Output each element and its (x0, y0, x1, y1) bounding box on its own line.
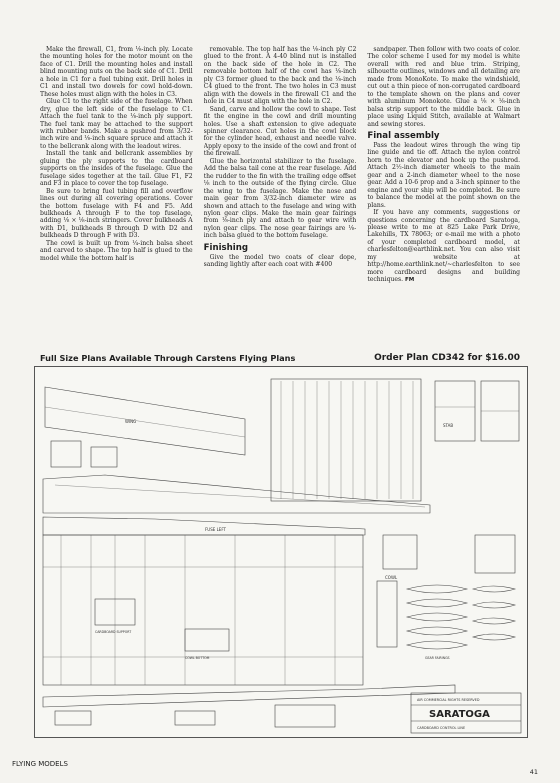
cowl-bottom (185, 629, 229, 651)
paragraph: Glue C1 to the right side of the fuselage. When dry, glue the left side of the fuselage to C1. Attach the fuel tank to the ⅛-inch ply support. The fuel tank may be attached to the support with rubber bands. Make a pushrod from 3/32-inch wire and ⅛-inch square spruce and attach it to the bellcrank along with the leadout wires. (40, 98, 193, 150)
paragraph-text: If you have any comments, suggestions or questions concerning the cardboard Saratoga, please write to me at 825 Lake Park Drive, Lakehills, TX 78063; or e-mail me with a photo of your completed cardboard model, at charlesfelton@earthlink.net. You can also visit my website at http://home.earthlink.net/~charlesfelton to see more cardboard designs and building techniques. (367, 209, 521, 284)
gear-fairings (407, 585, 515, 649)
part-block (275, 705, 335, 727)
plans-label-cowl: COWL (385, 575, 398, 580)
paragraph: Install the tank and bellcrank assemblies by gluing the ply supports to the cardboard supports on the insides of the fuselage. Glue the fuselage sides together at the tail. Glue F1, F2 and F3 in place to cover the top fuselage. (40, 150, 193, 188)
end-mark: FM (405, 277, 415, 284)
title-block-top: AIR COMMERCIAL RIGHTS RESERVED (417, 698, 480, 702)
title-block-name: SARATOGA (429, 709, 490, 720)
paragraph: Pass the leadout wires through the wing tip line guide and tie off. Attach the nylon control horn to the elevator and hook up the pushrod. Attach 2½-inch diameter wheels to the main gear and a 2-inch diameter wheel to the nose gear. Add a 10-6 prop and a 3-inch spinner to the engine and your ship will be completed. Be sure to balance the model at the point shown on the plans. (367, 141, 521, 209)
section-heading-final-assembly: Final assembly (367, 130, 440, 141)
paragraph: Be sure to bring fuel tubing fill and overflow lines out during all covering operations. Cover the bottom fuselage with F4 and F5. Add bulkheads A through F to the top fuselage, adding ⅛ × ⅛-inch stringers. Cover bulkheads A with D1, bulkheads B through D with D2 and bulkheads D through F with D3. (40, 187, 193, 240)
article-columns (40, 46, 520, 351)
wing-rib-panel (271, 379, 421, 501)
paragraph: Glue the horizontal stabilizer to the fuselage. Add the balsa tail cone at the rear fuselage. Add the rudder to the fin with the trailing edge offset ⅛ inch to the outside of the flying circle. Glue the wing to the fuselage. Make the nose and main gear from 3/32-inch diameter wire as shown and attach to the fuselage and wing with nylon gear clips. Make the main gear fairings from ⅛-inch ply and attach to gear wire with nylon gear clips. The nose gear fairings are ⅛-inch balsa glued to the bottom fuselage. (203, 157, 357, 240)
article-column-2 (204, 46, 357, 351)
part-block (55, 711, 91, 725)
stab-piece (435, 381, 475, 441)
cowl-part (383, 535, 417, 569)
paragraph: Sand, carve and hollow the cowl to shape. Test fit the engine in the cowl and drill mounting holes. Use a shaft extension to give adequate spinner clearance. Cut holes in the cowl block for the cylinder head, exhaust and needle valve. Apply epoxy to the inside of the cowl and front of the firewall. (203, 105, 357, 158)
plans-svg (35, 367, 527, 737)
plans-availability-text: Full Size Plans Available Through Carstens Flying Plans (40, 353, 296, 363)
plans-label-gear: GEAR FAIRINGS (425, 656, 450, 660)
plans-label-wing: WING (125, 419, 137, 424)
tail-part (377, 581, 397, 647)
paragraph: removable. The top half has the ⅛-inch ply C2 glued to the front. A 4-40 blind nut is installed on the back side of the hole in C2. The removable bottom half of the cowl has ⅛-inch ply C3 former glued to the back and the ⅛-inch C4 glued to the front. The two holes in C3 must align with the dowels in the firewall C1 and the hole in C4 must align with the hole in C2. (203, 46, 357, 106)
part-block (175, 711, 215, 725)
plans-drawing (34, 366, 528, 738)
fuselage-side-top (43, 475, 430, 513)
plans-label-stab: STAB (443, 423, 454, 428)
part-block (51, 441, 81, 467)
part-block (91, 447, 117, 467)
plans-label-fuselage: FUSE LEFT (205, 527, 226, 532)
title-block-sub: CARDBOARD CONTROL LINE (417, 726, 466, 730)
paragraph (367, 209, 520, 285)
plans-label-cardboard: CARDBOARD SUPPORT (95, 630, 132, 634)
fuselage-bottom-strip (43, 685, 455, 707)
order-plan-text: Order Plan CD342 for $16.00 (374, 353, 520, 363)
paragraph: Give the model two coats of clear dope, sanding lightly after each coat with #400 (203, 253, 357, 269)
plans-banner (40, 352, 520, 364)
paragraph: The cowl is built up from ¼-inch balsa sheet and carved to shape. The top half is glued to the model while the bottom half is (40, 239, 193, 262)
article-column-3 (367, 46, 520, 351)
paragraph: Make the firewall, C1, from ⅛-inch ply. Locate the mounting holes for the motor mount on the face of C1. Drill the mounting holes and install blind mounting nuts on the back side of C1. Drill a hole in C1 for a fuel tubing exit. Drill holes in C1 and install two dowels for cowl hold-down. These holes must align with the holes in C3. (40, 46, 193, 98)
nose-part (475, 535, 515, 573)
plans-label-cowl-bottom: COWL BOTTOM (185, 656, 210, 660)
magazine-name: FLYING MODELS (12, 760, 68, 768)
section-heading-finishing: Finishing (203, 242, 249, 253)
paragraph: sandpaper. Then follow with two coats of color. The color scheme I used for my model is white overall with red and blue trim. Striping, silhouette outlines, windows and all detailing are made from MonoKote. To make the windshield, cut out a thin piece of non-corrugated cardboard to the template shown on the plans and cover with aluminum Monokote. Glue a ⅛ × ⅛-inch balsa strip support to the middle back. Glue in place using Liquid Stitch, available at Walmart and sewing stores. (367, 46, 521, 128)
wing-panel (45, 387, 245, 455)
fuselage-top-taper (43, 517, 365, 535)
page-number: 41 (529, 768, 538, 776)
article-column-1 (40, 46, 193, 351)
